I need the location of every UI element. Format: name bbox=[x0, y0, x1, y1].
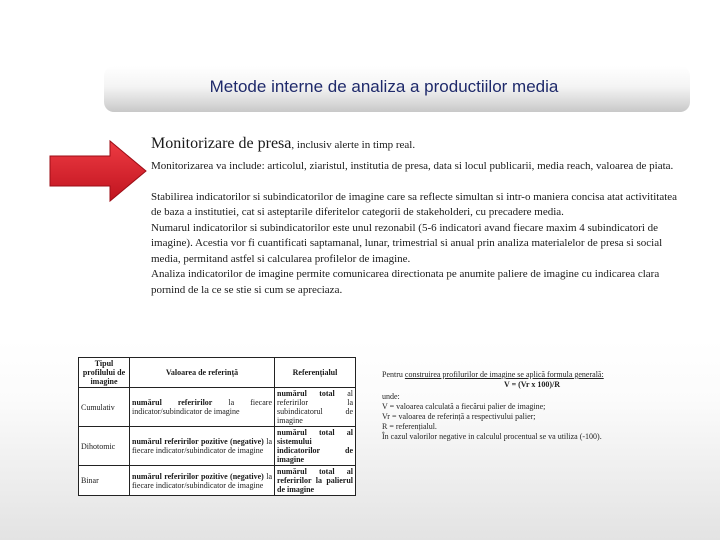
formula-line: R = referențialul. bbox=[382, 422, 437, 431]
section-heading bbox=[151, 134, 681, 153]
red-arrow-right-icon bbox=[48, 139, 148, 203]
formula-equation: V = (Vr x 100)/R bbox=[503, 380, 561, 389]
table-cell-type: Binar bbox=[79, 466, 130, 496]
formula-line: V = valoarea calculată a fiecărui palier de imagine; bbox=[382, 402, 546, 411]
formula-line: Vr = valoarea de referință a respectivului palier; bbox=[382, 412, 536, 421]
slide-title: Metode interne de analiza a productiilor media bbox=[209, 77, 559, 96]
table-cell-ref: numărul total al referirilor la subindicatorul de imagine bbox=[275, 388, 356, 427]
table-header: Valoarea de referință bbox=[130, 358, 275, 388]
paragraph-count: Numarul indicatorilor si subindicatorilor este unul rezonabil (5-6 indicatori avand fiecare maxim 4 subindicatori de imagine). Acestia vor fi cuantificati saptamanal, lunar, trimestrial si anual prin analiza materialelor de presa si social media, permitand astfel si calcularea profilelor de imagine. bbox=[151, 221, 663, 265]
table-cell-type: Dihotomic bbox=[79, 427, 130, 466]
formula-block bbox=[382, 370, 682, 442]
paragraph-monitoring: Monitorizarea va include: articolul, ziaristul, institutia de presa, data si locul publicarii, media reach, valoarea de piata. bbox=[151, 160, 674, 173]
table-header: Tipul profilului de imagine bbox=[79, 358, 130, 388]
formula-where: unde: bbox=[382, 392, 400, 401]
table-header: Referențialul bbox=[275, 358, 356, 388]
formula-line: În cazul valorilor negative in calculul procentual se va utiliza (-100). bbox=[382, 432, 602, 441]
table-row bbox=[79, 466, 356, 496]
table-cell-value: numărul referirilor la fiecare indicator/subindicator de imagine bbox=[130, 388, 275, 427]
table-row bbox=[79, 388, 356, 427]
heading-rest: , inclusiv alerte in timp real. bbox=[291, 139, 416, 151]
formula-intro: Pentru construirea profilurilor de imagine se aplică formula generală: bbox=[382, 370, 604, 379]
reference-table bbox=[78, 357, 356, 496]
slide-content bbox=[151, 134, 681, 298]
table-cell-ref: numărul total al sistemului indicatorilor de imagine bbox=[275, 427, 356, 466]
heading-main: Monitorizare de presa bbox=[151, 135, 292, 152]
table-row bbox=[79, 427, 356, 466]
paragraph-analysis: Analiza indicatorilor de imagine permite comunicarea directionata pe anumite paliere de imagine cu indicarea clara pornind de la ce se stie si cum se apreciaza. bbox=[151, 268, 660, 296]
table-cell-ref: numărul total al referirilor la palierul de imagine bbox=[275, 466, 356, 496]
table-cell-type: Cumulativ bbox=[79, 388, 130, 427]
table-header-row bbox=[79, 358, 356, 388]
table-cell-value: numărul referirilor pozitive (negative) la fiecare indicator/subindicator de imagine bbox=[130, 427, 275, 466]
table-cell-value: numărul referirilor pozitive (negative) la fiecare indicator/subindicator de imagine bbox=[130, 466, 275, 496]
paragraph-indicators: Stabilirea indicatorilor si subindicatorilor de imagine care sa reflecte simultan si intr-o maniera concisa atat activititatea de baza a institutiei, cat si asteptarile diferitelor categorii de stakeholderi, cu precadere media. bbox=[151, 190, 678, 219]
